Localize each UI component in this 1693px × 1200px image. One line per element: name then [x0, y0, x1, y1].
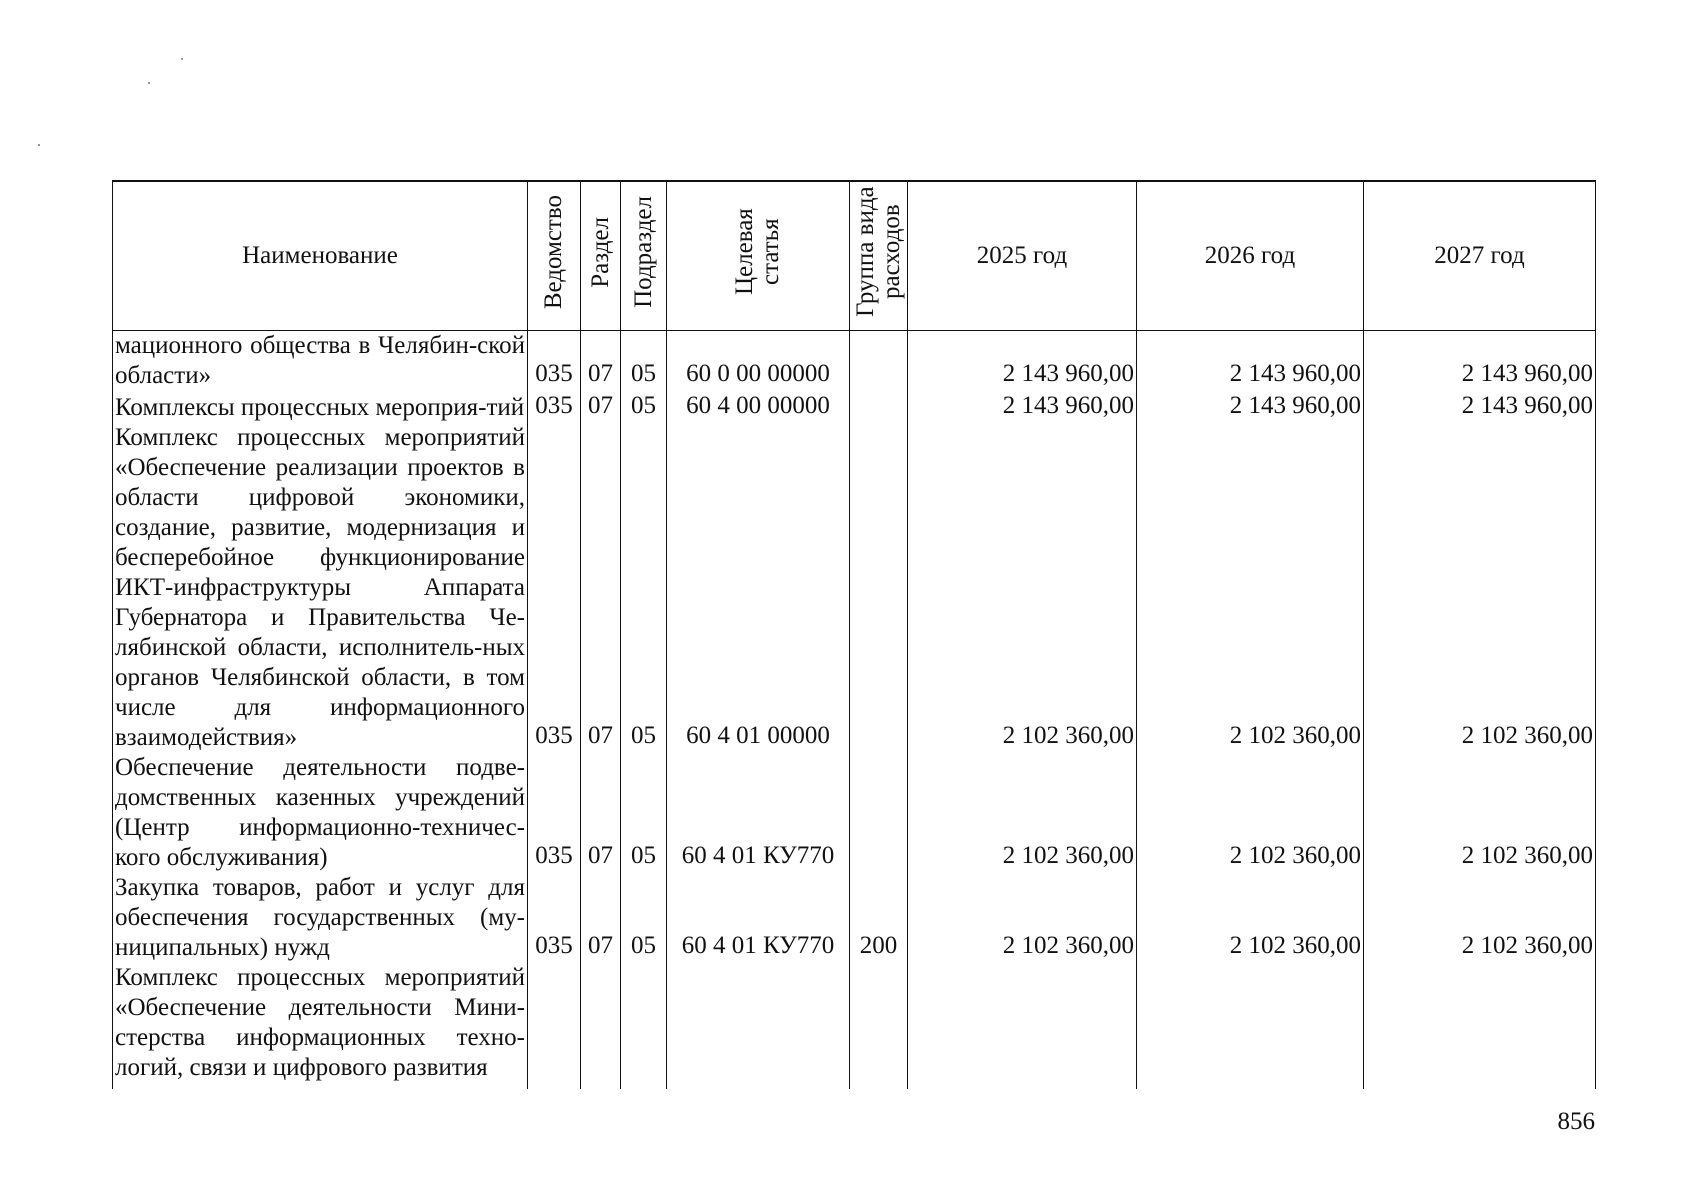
table-row [113, 423, 1596, 753]
row-name: Закупка товаров, работ и услуг для обеспечения государственных (му-ниципальных) нужд [113, 873, 528, 963]
row-section: 07 [581, 391, 621, 423]
row-subsection: 05 [621, 331, 667, 392]
row-target-article [667, 963, 850, 1089]
row-section [581, 963, 621, 1089]
row-subsection: 05 [621, 391, 667, 423]
row-expense-group [850, 331, 908, 392]
scan-speck [148, 82, 150, 84]
row-expense-group: 200 [850, 873, 908, 963]
row-section: 07 [581, 331, 621, 392]
row-department: 035 [528, 423, 581, 753]
scan-speck [181, 58, 183, 60]
row-amount-2025: 2 102 360,00 [908, 423, 1137, 753]
header-year-2027-label: 2027 год [1434, 242, 1525, 269]
row-amount-2025: 2 143 960,00 [908, 391, 1137, 423]
row-department [528, 963, 581, 1089]
row-section: 07 [581, 753, 621, 873]
row-expense-group [850, 391, 908, 423]
header-name-label: Наименование [242, 242, 398, 269]
row-amount-2025: 2 143 960,00 [908, 331, 1137, 392]
row-department: 035 [528, 391, 581, 423]
header-year-2027 [1364, 181, 1596, 331]
row-amount-2026: 2 143 960,00 [1137, 391, 1364, 423]
table-body [113, 331, 1596, 1090]
row-target-article: 60 4 01 КУ770 [667, 753, 850, 873]
header-target-article [667, 181, 850, 331]
header-year-2025-label: 2025 год [976, 242, 1068, 269]
row-amount-2027: 2 102 360,00 [1364, 423, 1596, 753]
row-amount-2025: 2 102 360,00 [908, 753, 1137, 873]
header-department [528, 181, 581, 331]
row-amount-2027 [1364, 963, 1596, 1089]
row-amount-2027: 2 143 960,00 [1364, 331, 1596, 392]
row-expense-group [850, 963, 908, 1089]
page-number: 856 [1557, 1108, 1595, 1135]
row-name: мационного общества в Челябин-ской области» [113, 331, 528, 392]
row-amount-2027: 2 102 360,00 [1364, 873, 1596, 963]
header-expense-group-label: Группа вида расходов [851, 186, 905, 318]
row-target-article: 60 4 01 КУ770 [667, 873, 850, 963]
table-row [113, 873, 1596, 963]
row-subsection: 05 [621, 753, 667, 873]
row-department: 035 [528, 753, 581, 873]
row-amount-2026 [1137, 963, 1364, 1089]
header-expense-group [850, 181, 908, 331]
row-name: Обеспечение деятельности подве-домственных казенных учреждений (Центр информационно-техничес-кого обслуживания) [113, 753, 528, 873]
header-target-article-label: Целевая статья [731, 208, 784, 296]
row-expense-group [850, 423, 908, 753]
row-target-article: 60 4 01 00000 [667, 423, 850, 753]
table-row [113, 331, 1596, 392]
row-subsection [621, 963, 667, 1089]
row-section: 07 [581, 873, 621, 963]
row-amount-2026: 2 102 360,00 [1137, 423, 1364, 753]
row-target-article: 60 4 00 00000 [667, 391, 850, 423]
row-target-article: 60 0 00 00000 [667, 331, 850, 392]
header-section-label: Раздел [586, 216, 614, 288]
row-department: 035 [528, 873, 581, 963]
row-name: Комплекс процессных мероприятий «Обеспечение реализации проектов в области цифровой экономики, создание, развитие, модернизация и бесперебойное функционирование ИКТ-инфраструктуры Аппарата Губернатора и Правительства Че-лябинской области, исполнитель-ных органов Челябинской области, в том числе для информационного взаимодействия» [113, 423, 528, 753]
row-subsection: 05 [621, 873, 667, 963]
row-amount-2027: 2 143 960,00 [1364, 391, 1596, 423]
header-subsection [621, 181, 667, 331]
row-department: 035 [528, 331, 581, 392]
header-section [581, 181, 621, 331]
row-amount-2026: 2 102 360,00 [1137, 873, 1364, 963]
row-subsection: 05 [621, 423, 667, 753]
row-section: 07 [581, 423, 621, 753]
row-amount-2027: 2 102 360,00 [1364, 753, 1596, 873]
row-amount-2025: 2 102 360,00 [908, 873, 1137, 963]
row-amount-2026: 2 102 360,00 [1137, 753, 1364, 873]
table-row [113, 753, 1596, 873]
header-name [113, 181, 528, 331]
row-expense-group [850, 753, 908, 873]
header-year-2025 [908, 181, 1137, 331]
table-row [113, 391, 1596, 423]
table-row [113, 963, 1596, 1089]
header-department-label: Ведомство [540, 194, 567, 310]
budget-table [112, 180, 1596, 1089]
scan-speck [38, 144, 40, 146]
header-year-2026-label: 2026 год [1204, 242, 1296, 269]
row-name: Комплексы процессных мероприя-тий [113, 391, 528, 423]
table-header [113, 181, 1596, 331]
header-year-2026 [1137, 181, 1364, 331]
header-subsection-label: Подраздел [629, 196, 657, 308]
row-name: Комплекс процессных мероприятий «Обеспечение деятельности Мини-стерства информационных техно-логий, связи и цифрового развития [113, 963, 528, 1089]
row-amount-2026: 2 143 960,00 [1137, 331, 1364, 392]
row-amount-2025 [908, 963, 1137, 1089]
